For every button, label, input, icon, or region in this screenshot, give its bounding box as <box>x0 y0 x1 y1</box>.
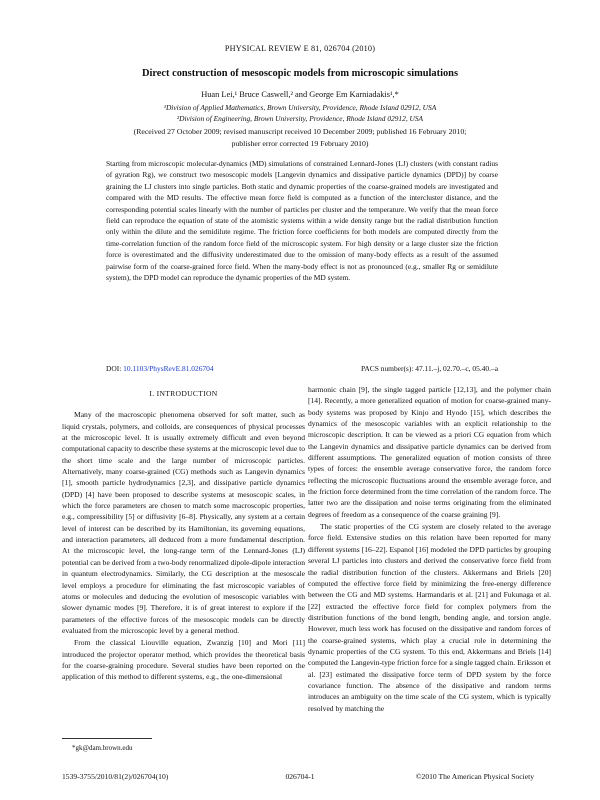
paragraph: harmonic chain [9], the single tagged particle [12,13], and the polymer chain [14]. Recently, a more generalized equation of motion for coarse-grained many-body systems was proposed by Kinjo and Hyodo [15], which describes the dynamics of the mesoscopic variables with an explicit relationship to the microscopic description. It can be viewed as a priori CG equation from which the Langevin dynamics and dissipative particle dynamics can be derived from different assumptions. The generalized equation of motion consists of three types of forces: the ensemble average conservative force, the random force reflecting the microscopic fluctuations around the ensemble average force, and the friction force determined from the time correlation of the random force. The latter two are the dissipation and noise terms originating from the eliminated degrees of freedom as a consequence of the coarse graining [9]. <box>308 385 551 519</box>
affiliation-1: ¹Division of Applied Mathematics, Brown University, Providence, Rhode Island 02912, USA <box>163 103 437 112</box>
footnote-divider <box>62 738 152 739</box>
section-heading: I. INTRODUCTION <box>149 389 218 398</box>
paragraph: Many of the macroscopic phenomena observed for soft matter, such as liquid crystals, polymers, and colloids, are consequences of physical processes at the microscopic level. It is usually extremely difficult and even beyond computational capacity to describe these systems at the microscopic level due to the short time scale and the large number of microscopic particles. Alternatively, many coarse-grained (CG) methods such as Langevin dynamics [1], smooth particle hydrodynamics [2,3], and dissipative particle dynamics (DPD) [4] have been proposed to describe systems at mesoscopic scales, in which the force parameters are chosen to match some macroscopic properties, e.g., compressibility [5] or diffusivity [6–8]. Physically, any system at a certain level of interest can be described by its Hamiltonian, its governing equations, and interaction parameters, all deduced from a more fundamental description. At the microscopic level, the long-range term of the Lennard-Jones (LJ) potential can be derived from a two-body renormalized dipole-dipole interaction in quantum electrodynamics. Similarly, the CG description at the mesoscale level employs a procedure for eliminating the fast microscopic variables of atoms or molecules and deducing the evolution of mesoscopic variables with slower dynamic modes [9]. Therefore, it is of great interest to explore if the parameters of the effective forces of the mesoscopic models can be directly evaluated from the microscopic level by a general method. <box>62 410 305 635</box>
publisher-note: publisher error corrected 19 February 2010) <box>231 139 369 148</box>
received-dates: (Received 27 October 2009; revised manuscript received 10 December 2009; published 16 February 2010; <box>133 127 467 136</box>
paragraph: The static properties of the CG system are closely related to the average force field. Extensive studies on this relation have been reported for many different systems [16–22]. Espanol [16] modeled the DPD particles by grouping several LJ particles into clusters and derived the conservative force field from the radial distribution function of the clusters. Akkermans and Briels [20] computed the effective force field by minimizing the free-energy difference between the CG and MD systems. Harmandaris et al. [21] and Fukunaga et al. [22] extracted the effective force field for complex polymers from the distribution functions of the bond length, bending angle, and torsion angle. However, much less work has focused on the dissipative and random forces of the coarse-grained systems, which play a crucial role in determining the dynamic properties of the CG system. To this end, Akkermans and Briels [14] computed the Langevin-type friction force for a single tagged chain. Eriksson et al. [23] estimated the dissipative force term of DPD system by the force covariance function. The absence of the dissipative and random terms introduces an ambiguity on the time scale of the CG system, which is typically resolved by matching the <box>308 522 551 713</box>
paragraph: From the classical Liouville equation, Zwanzig [10] and Mori [11] introduced the projector operator method, which provides the theoretical basis for the coarse-graining procedure. Several studies have been reported on the application of this method to different systems, e.g., the one-dimensional <box>62 638 305 682</box>
doi-label: DOI: <box>106 364 122 373</box>
paper-title: Direct construction of mesoscopic models from microscopic simulations <box>141 68 458 79</box>
running-head: PHYSICAL REVIEW E 81, 026704 (2010) <box>224 44 376 53</box>
right-column <box>308 384 551 714</box>
abstract: Starting from microscopic molecular-dynamics (MD) simulations of constrained Lennard-Jones (LJ) clusters (with constant radius of gyration Rg), we construct two mesoscopic models [Langevin dynamics and dissipative particle dynamics (DPD)] by coarse graining the LJ clusters into single particles. Both static and dynamic properties of the coarse-grained models are investigated and compared with the MD results. The effective mean force field is computed as a function of the intercluster distance, and the corresponding potential scales linearly with the number of particles per cluster and the temperature. We verify that the mean force field can reproduce the equation of state of the atomistic systems within a wide density range but the radial distribution function only within the dilute and the semidilute regime. The friction force coefficients for both models are computed directly from the time-correlation function of the random force field of the microscopic system. For high density or a large cluster size the friction force is overestimated and the diffusivity underestimated due to the omission of many-body effects as a result of the assumed pairwise form of the coarse-grained force field. When the many-body effect is not as pronounced (e.g., smaller Rg or semidilute system), the DPD model can reproduce the dynamic properties of the MD system. <box>106 159 498 283</box>
copyright: ©2010 The American Physical Society <box>415 772 534 781</box>
author-list: Huan Lei,¹ Bruce Caswell,² and George Em Karniadakis¹,* <box>201 90 399 99</box>
doi-link[interactable]: 10.1103/PhysRevE.81.026704 <box>123 364 214 373</box>
pacs-numbers: PACS number(s): 47.11.–j, 02.70.–c, 05.40.–a <box>360 364 498 373</box>
doi-pacs-row <box>106 364 498 373</box>
left-column <box>62 384 305 683</box>
corresponding-author-email[interactable]: *gk@dam.brown.edu <box>72 744 133 752</box>
page-number: 026704-1 <box>285 772 315 781</box>
affiliation-2: ²Division of Engineering, Brown University, Providence, Rhode Island 02912, USA <box>176 114 424 123</box>
issn-code: 1539-3755/2010/81(2)/026704(10) <box>62 772 169 781</box>
